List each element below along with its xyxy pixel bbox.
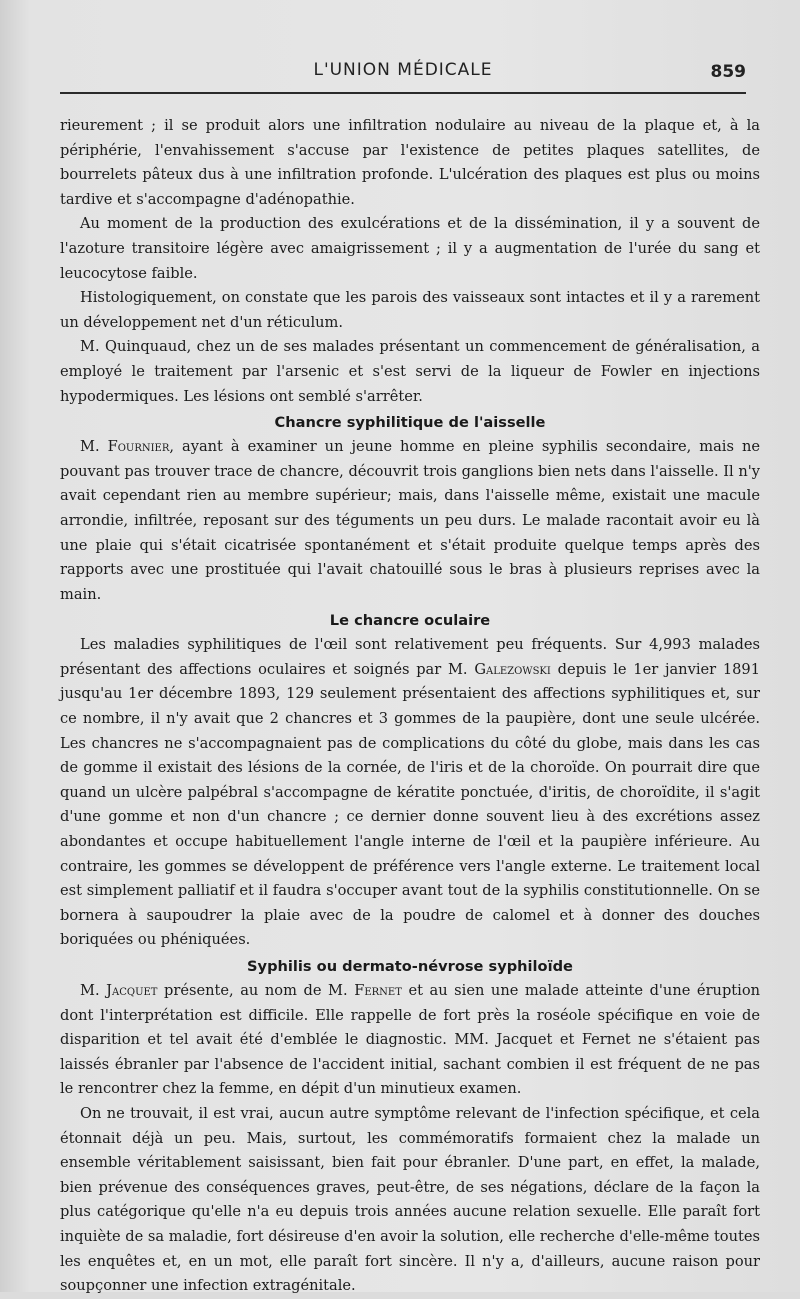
paragraph — [60, 633, 760, 953]
page-header — [60, 58, 746, 94]
section-heading: Chancre syphilitique de l'aisselle — [274, 414, 546, 432]
author-name: Galezowski — [474, 660, 551, 678]
paragraph: Au moment de la production des exulcérations et de la dissémination, il y a souvent de l'azoture transitoire légère avec amaigrissement ; il y a augmentation de l'urée du sang et leucocytose faible. — [60, 215, 760, 282]
paragraph-text: depuis le 1er janvier 1891 jusqu'au 1er décembre 1893, 129 seulement présentaient des affections syphilitiques et, sur ce nombre, il n'y avait que 2 chancres et 3 gommes de la paupière, dont une seule ulcérée. Les chancres ne s'accompagnaient pas de complications du côté du globe, mais dans les cas de gomme il existait des lésions de la cornée, de l'iris et de la choroïde. On pourrait dire que quand un ulcère palpébral s'accompagne de kératite ponctuée, d'iritis, de choroïdite, il s'agit d'une gomme et non d'un chancre ; ce dernier donne souvent lieu à des excrétions assez abondantes et occupe habituellement l'angle interne de l'œil et la paupière inférieure. Au contraire, les gommes se développent de préférence vers l'angle externe. Le traitement local est simplement palliatif et il faudra s'occuper avant tout de la syphilis constitutionnelle. On se bornera à saupoudrer la plaie avec de la poudre de calomel et à donner des douches boriquées ou phéniquées. — [60, 660, 761, 949]
paragraph-text: et au sien une malade atteinte d'une éruption dont l'interprétation est difficile. Elle rappelle de fort près la roséole spécifique en voie de disparition et tel avait été d'emblée le diagnostic. MM. Jacquet et Fernet ne s'étaient pas laissés ébranler par l'absence de l'accident initial, sachant combien il est fréquent de ne pas le rencontrer chez la femme, en dépit d'un minutieux examen. — [60, 982, 761, 1098]
author-name: Jacquet — [106, 982, 158, 999]
section-heading: Le chancre oculaire — [329, 612, 491, 630]
paragraph — [60, 435, 760, 607]
paragraph: rieurement ; il se produit alors une infiltration nodulaire au niveau de la plaque et, à la périphérie, l'envahissement s'accuse par l'existence de petites plaques satellites, de bourrelets pâteux dus à une infiltration profonde. L'ulcération des plaques est plus ou moins tardive et s'accompagne d'adénopathie. — [60, 117, 760, 208]
section-heading: Syphilis ou dermato-névrose syphiloïde — [247, 958, 573, 975]
paragraph — [60, 979, 760, 1102]
author-name: Fournier — [107, 438, 170, 456]
paragraph-text: présente, au nom de M. — [157, 982, 355, 999]
paragraph: M. Quinquaud, chez un de ses malades présentant un commencement de généralisation, a employé le traitement par l'arsenic et s'est servi de la liqueur de Fowler en injections hypodermiques. Les lésions ont semblé s'arrêter. — [60, 338, 760, 405]
paragraph-lead: M. — [80, 982, 107, 999]
paragraph-text: , ayant à examiner un jeune homme en pleine syphilis secondaire, mais ne pouvant pas trouver trace de chancre, découvrit trois ganglions bien nets dans l'aisselle. Il n'y avait cependant rien au membre supérieur; mais, dans l'aisselle même, existait une macule arrondie, infiltrée, reposant sur des téguments un peu durs. Le malade racontait avoir eu là une plaie qui s'était cicatrisée spontanément et s'était produite quelque temps après des rapports avec une prostituée qui l'avait chatouillé sous le bras à plusieurs reprises avec la main. — [60, 438, 760, 603]
paragraph: Histologiquement, on constate que les parois des vaisseaux sont intactes et il y a rarement un développement net d'un réticulum. — [60, 289, 760, 331]
page-number: 859 — [710, 62, 746, 82]
journal-title: L'UNION MÉDICALE — [313, 60, 493, 80]
article-body — [60, 114, 760, 1299]
paragraph: On ne trouvait, il est vrai, aucun autre symptôme relevant de l'infection spécifique, et cela étonnait déjà un peu. Mais, surtout, les commémoratifs formaient chez la malade un ensemble véritablement saisissant, bien fait pour ébranler. D'une part, en effet, la malade, bien prévenue des conséquences graves, peut-être, de ses négations, déclare de la façon la plus catégorique qu'elle n'a eu depuis trois années aucune relation sexuelle. Elle paraît fort inquiète de sa maladie, fort désireuse d'en avoir la solution, elle recherche d'elle-même toutes les enquêtes et, en un mot, elle paraît fort sincère. Il n'y a, d'ailleurs, aucune raison pour soupçonner une infection extragénitale. — [60, 1104, 760, 1295]
paragraph-lead: M. — [80, 438, 108, 456]
author-name: Fernet — [354, 982, 402, 999]
paragraph-text: Les maladies syphilitiques de l'œil sont relativement peu fréquents. Sur 4,993 malades présentant des affections oculaires et soignés par M. — [60, 636, 760, 678]
